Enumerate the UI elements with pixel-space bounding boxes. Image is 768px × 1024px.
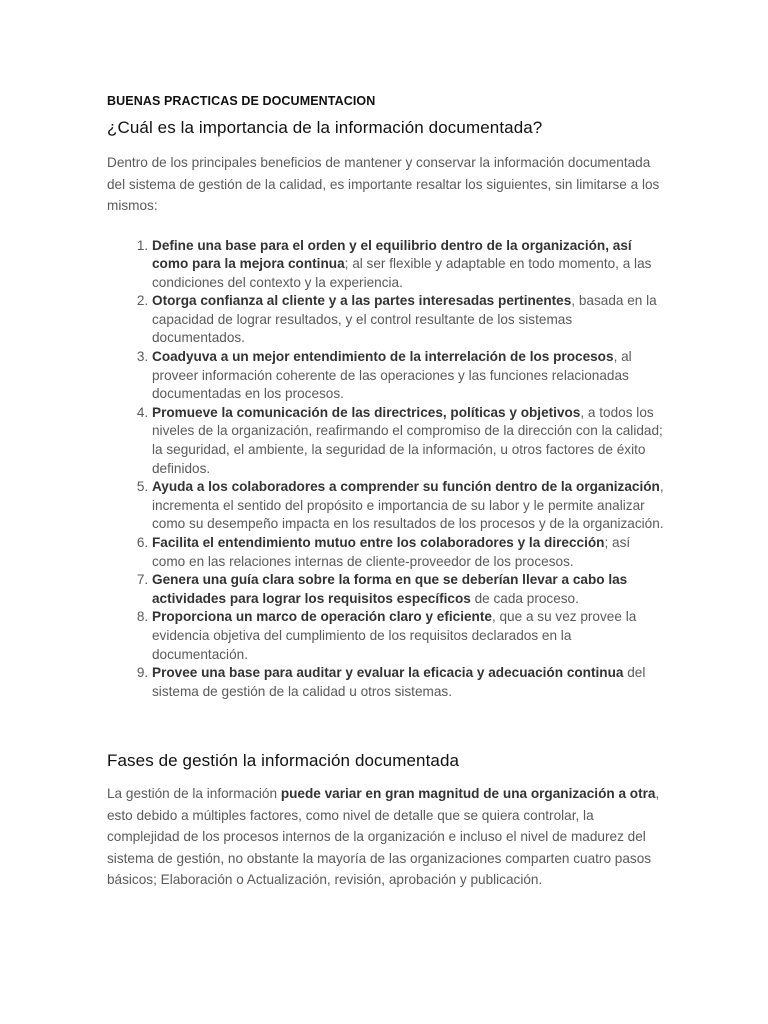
document-page (107, 94, 667, 891)
list-item-text: del sistema de gestión de la calidad u otros sistemas. (152, 665, 646, 699)
section-heading-importance: ¿Cuál es la importancia de la información documentada? (107, 118, 543, 137)
document-title: BUENAS PRACTICAS DE DOCUMENTACION (107, 94, 376, 108)
list-item-text: ; así como en las relaciones internas de cliente-proveedor de los procesos. (152, 535, 631, 569)
list-item-bold: Ayuda a los colaboradores a comprender su función dentro de la organización (152, 479, 660, 495)
list-item-text: de cada proceso. (470, 590, 579, 606)
list-item-bold: Proporciona un marco de operación claro y eficiente (152, 609, 492, 625)
list-item-text: , basada en la capacidad de lograr resultados, y el control resultante de los sistemas documentados. (152, 293, 657, 346)
list-item-bold: Otorga confianza al cliente y a las partes interesadas pertinentes (152, 293, 572, 309)
intro-paragraph: Dentro de los principales beneficios de mantener y conservar la información documentada del sistema de gestión de la calidad, es importante resaltar los siguientes, sin limitarse a los mismos: (107, 155, 660, 213)
list-item (152, 292, 667, 348)
list-item (152, 348, 667, 404)
section-heading-phases: Fases de gestión la información documentada (107, 751, 460, 771)
list-item (152, 534, 667, 571)
benefits-list (107, 237, 667, 702)
list-item-bold: Promueve la comunicación de las directrices, políticas y objetivos (152, 404, 581, 420)
phases-text-start: La gestión de la información (107, 786, 281, 802)
list-item-text: ; al ser flexible y adaptable en todo momento, a las condiciones del contexto y la experiencia. (152, 256, 652, 290)
list-item-bold: Provee una base para auditar y evaluar la eficacia y adecuación continua (152, 665, 624, 681)
list-item (152, 664, 667, 701)
list-item (152, 608, 667, 664)
list-item (152, 571, 667, 608)
phases-paragraph (107, 783, 667, 891)
phases-text-end: , esto debido a múltiples factores, como nivel de detalle que se quiera controlar, la complejidad de los procesos internos de la organización e incluso el nivel de madurez del sistema de gestión, no obstante la mayoría de las organizaciones comparten cuatro pasos básicos; Elaboración o Actualización, revisión, aprobación y publicación. (107, 786, 660, 888)
list-item (152, 404, 667, 478)
list-item (152, 237, 667, 293)
list-item-text: , al proveer información coherente de las operaciones y las funciones relacionadas documentadas en los procesos. (152, 349, 632, 402)
list-item-bold: Coadyuva a un mejor entendimiento de la interrelación de los procesos (152, 349, 614, 365)
list-item-bold: Genera una guía clara sobre la forma en que se deberían llevar a cabo las actividades para lograr los requisitos específicos (152, 572, 628, 606)
list-item (152, 478, 667, 534)
list-item-text: , a todos los niveles de la organización, reafirmando el compromiso de la dirección con la calidad; la seguridad, el ambiente, la seguridad de la información, u otros factores de éxito definidos. (152, 404, 663, 476)
phases-text-bold: puede variar en gran magnitud de una organización a otra (280, 786, 656, 802)
list-item-text: , que a su vez provee la evidencia objetiva del cumplimiento de los requisitos declarados en la documentación. (152, 609, 637, 662)
list-item-bold: Define una base para el orden y el equilibrio dentro de la organización, así como para la mejora continua (152, 237, 632, 272)
list-item-text: , incrementa el sentido del propósito e importancia de su labor y le permite analizar como su desempeño impacta en los resultados de los procesos y de la organización. (152, 479, 664, 532)
list-item-bold: Facilita el entendimiento mutuo entre los colaboradores y la dirección (152, 535, 605, 550)
